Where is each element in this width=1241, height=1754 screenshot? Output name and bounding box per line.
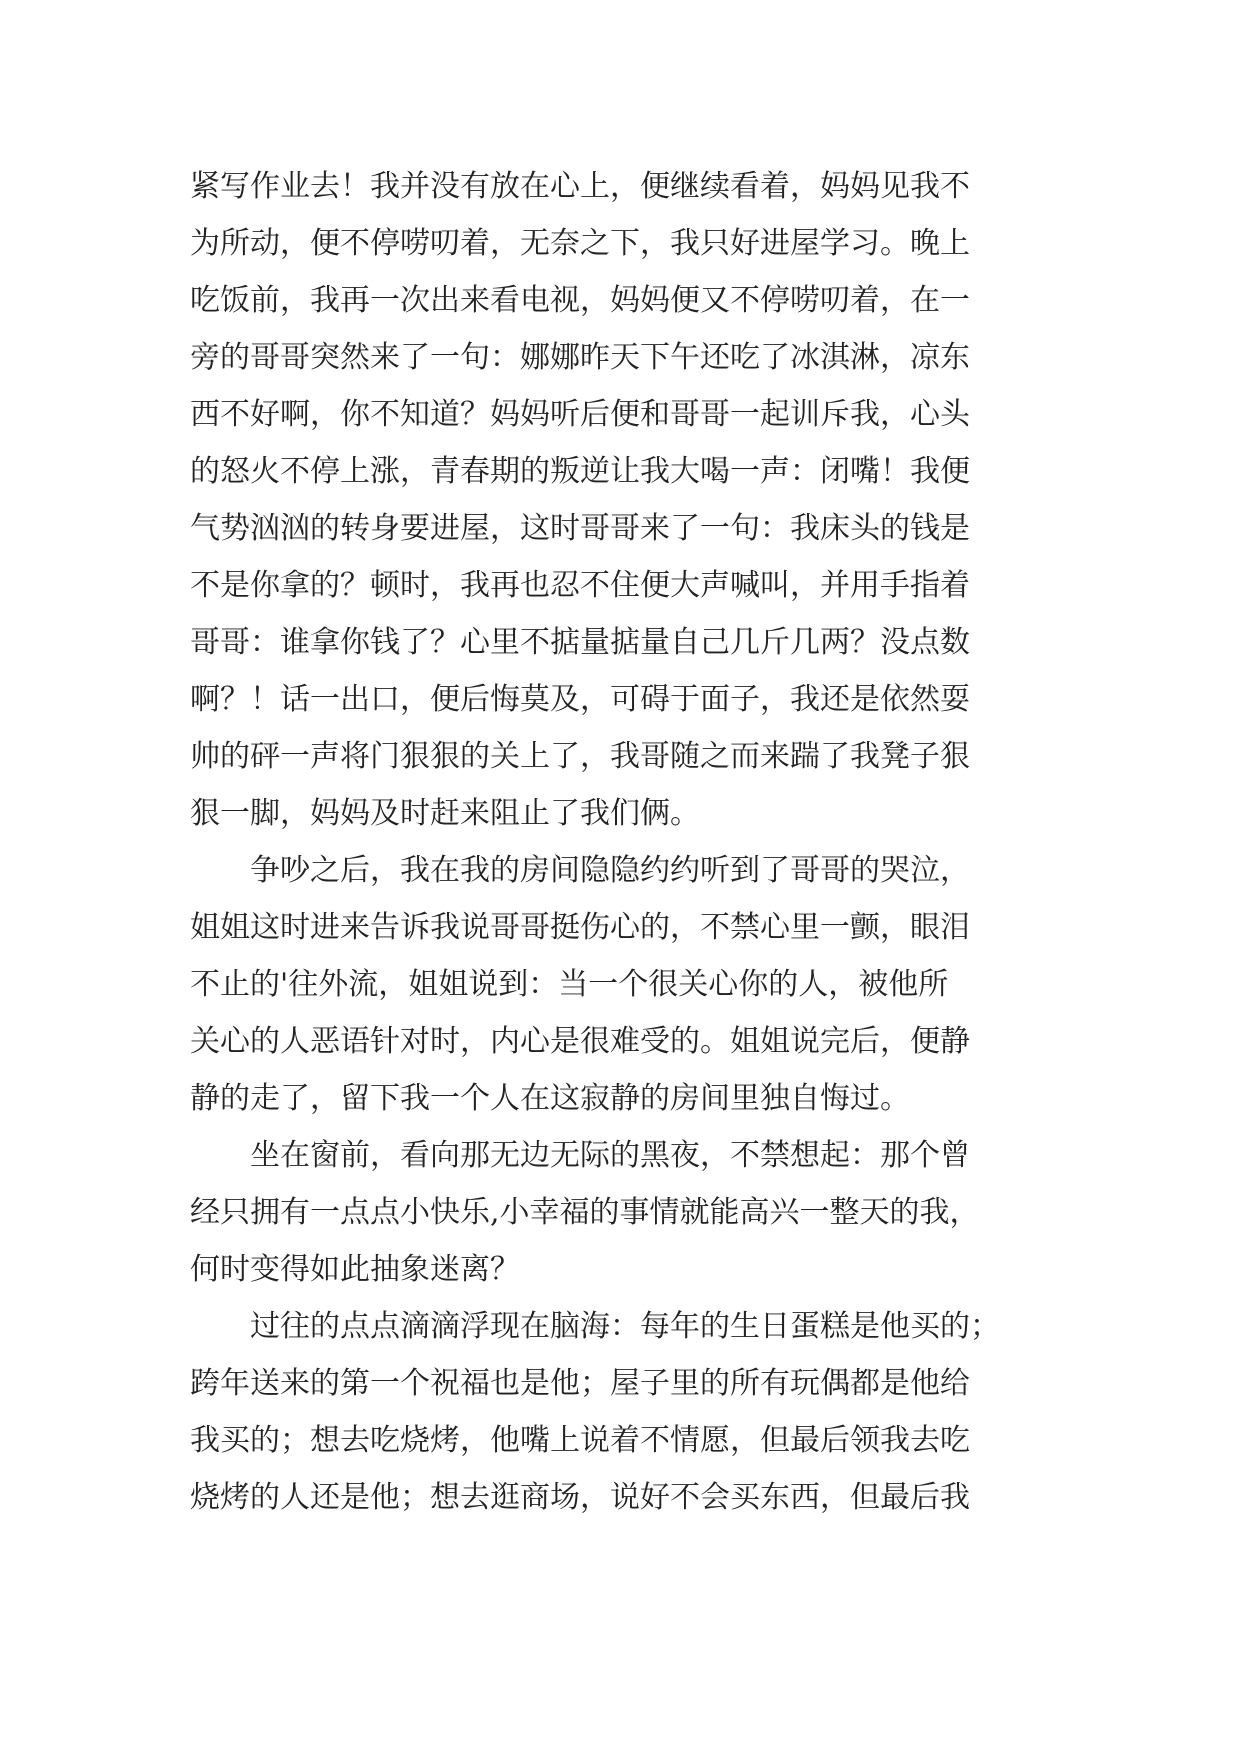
text-line: 关心的人恶语针对时，内心是很难受的。姐姐说完后，便静 [190,1024,970,1059]
paragraph-first-line: 坐在窗前，看向那无边无际的黑夜，不禁想起：那个曾 [250,1138,970,1173]
text-line: 帅的砰一声将门狠狠的关上了，我哥随之而来踹了我凳子狠 [190,739,970,774]
document-body [190,158,1050,1526]
text-line: 啊？！话一出口，便后悔莫及，可碍于面子，我还是依然耍 [190,682,970,717]
paragraph-first-line: 争吵之后，我在我的房间隐隐约约听到了哥哥的哭泣， [250,853,970,888]
text-line: 紧写作业去！我并没有放在心上，便继续看着，妈妈见我不 [190,169,970,204]
text-line: 烧烤的人还是他；想去逛商场，说好不会买东西，但最后我 [190,1480,970,1515]
text-line: 为所动，便不停唠叨着，无奈之下，我只好进屋学习。晚上 [190,226,970,261]
text-line: 狠一脚，妈妈及时赶来阻止了我们俩。 [190,796,700,831]
text-line: 吃饭前，我再一次出来看电视，妈妈便又不停唠叨着，在一 [190,283,970,318]
text-line: 的怒火不停上涨，青春期的叛逆让我大喝一声：闭嘴！我便 [190,454,970,489]
text-line: 不止的'往外流，姐姐说到：当一个很关心你的人，被他所 [190,967,949,1002]
text-line: 经只拥有一点点小快乐,小幸福的事情就能高兴一整天的我， [190,1195,980,1230]
text-line: 气势汹汹的转身要进屋，这时哥哥来了一句：我床头的钱是 [190,511,970,546]
text-line: 不是你拿的？顿时，我再也忍不住便大声喊叫，并用手指着 [190,568,970,603]
text-line: 何时变得如此抽象迷离？ [190,1252,520,1287]
text-line: 静的走了，留下我一个人在这寂静的房间里独自悔过。 [190,1081,910,1116]
text-line: 旁的哥哥突然来了一句：娜娜昨天下午还吃了冰淇淋，凉东 [190,340,970,375]
paragraph-first-line: 过往的点点滴滴浮现在脑海：每年的生日蛋糕是他买的； [250,1309,1000,1344]
text-line: 哥哥：谁拿你钱了？心里不掂量掂量自己几斤几两？没点数 [190,625,970,660]
text-line: 西不好啊，你不知道？妈妈听后便和哥哥一起训斥我，心头 [190,397,970,432]
text-line: 姐姐这时进来告诉我说哥哥挺伤心的，不禁心里一颤，眼泪 [190,910,970,945]
text-line: 跨年送来的第一个祝福也是他；屋子里的所有玩偶都是他给 [190,1366,970,1401]
text-line: 我买的；想去吃烧烤，他嘴上说着不情愿，但最后领我去吃 [190,1423,970,1458]
